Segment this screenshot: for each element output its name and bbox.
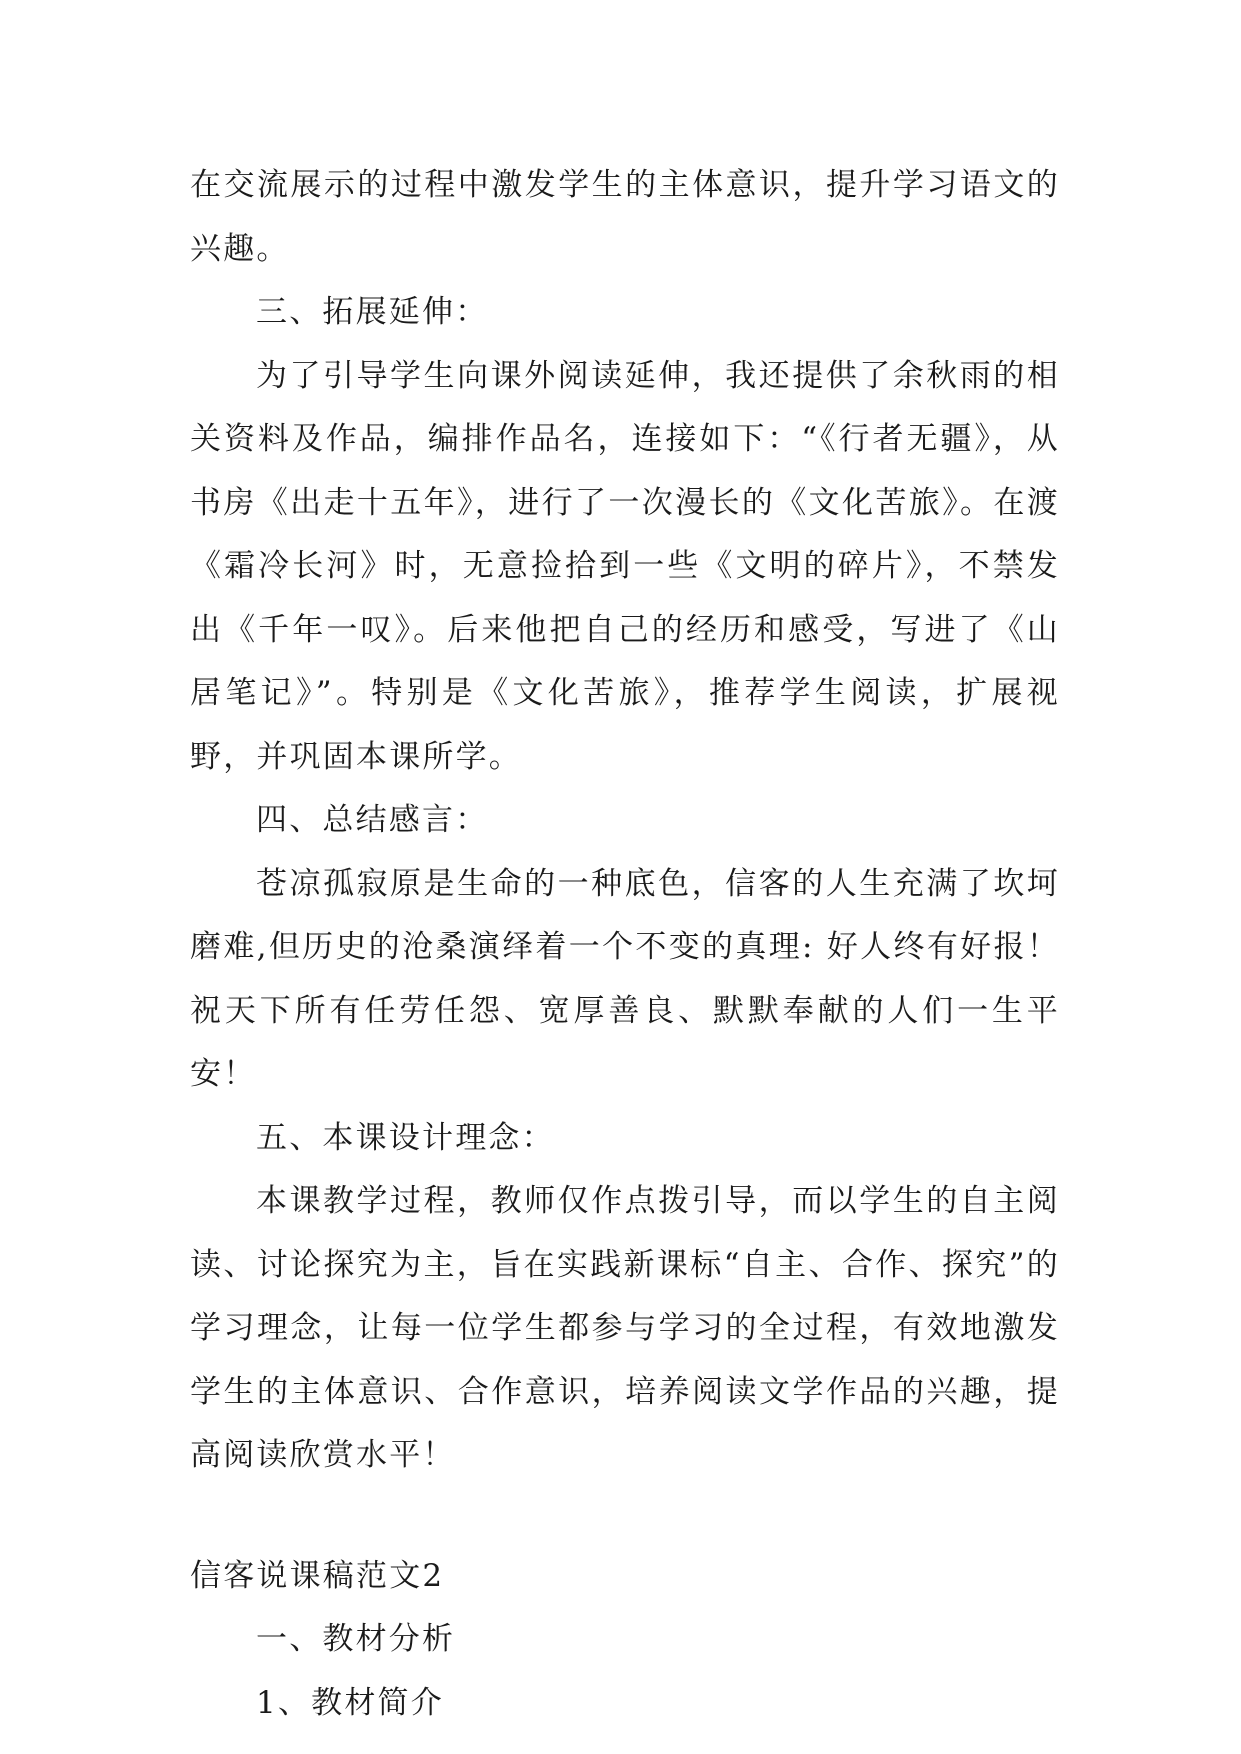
section-heading-design-concept: 五、本课设计理念： xyxy=(256,1119,555,1156)
section-heading-extension: 三、拓展延伸： xyxy=(256,294,489,330)
article-title: 信客说课稿范文2 xyxy=(190,1557,445,1594)
document-body xyxy=(190,154,1060,1735)
paragraph-design-concept: 本课教学过程，教师仅作点拨引导，而以学生的自主阅读、讨论探究为主，旨在实践新课标“自主、合作、探究”的学习理念，让每一位学生都参与学习的全过程，有效地激发学生的主体意识、合作意识，培养阅读文学作品的兴趣，提高阅读欣赏水平！ xyxy=(190,1183,1060,1473)
paragraph-continuation: 在交流展示的过程中激发学生的主体意识，提升学习语文的兴趣。 xyxy=(190,167,1060,267)
paragraph-summary: 苍凉孤寂原是生命的一种底色，信客的人生充满了坎坷磨难,但历史的沧桑演绎着一个不变的真理: 好人终有好报！祝天下所有任劳任怨、宽厚善良、默默奉献的人们一生平安！ xyxy=(190,865,1060,1092)
section-heading-material-analysis: 一、教材分析 xyxy=(256,1621,456,1657)
section-heading-summary: 四、总结感言： xyxy=(256,802,489,838)
paragraph-extension: 为了引导学生向课外阅读延伸，我还提供了余秋雨的相关资料及作品，编排作品名，连接如下：“《行者无疆》，从书房《出走十五年》，进行了一次漫长的《文化苦旅》。在渡《霜冷长河》时，无意捡拾到一些《文明的碎片》，不禁发出《千年一叹》。后来他把自己的经历和感受，写进了《山居笔记》”。特别是《文化苦旅》，推荐学生阅读，扩展视野，并巩固本课所学。 xyxy=(190,357,1060,775)
subsection-heading-material-intro: 1、教材简介 xyxy=(256,1684,444,1721)
